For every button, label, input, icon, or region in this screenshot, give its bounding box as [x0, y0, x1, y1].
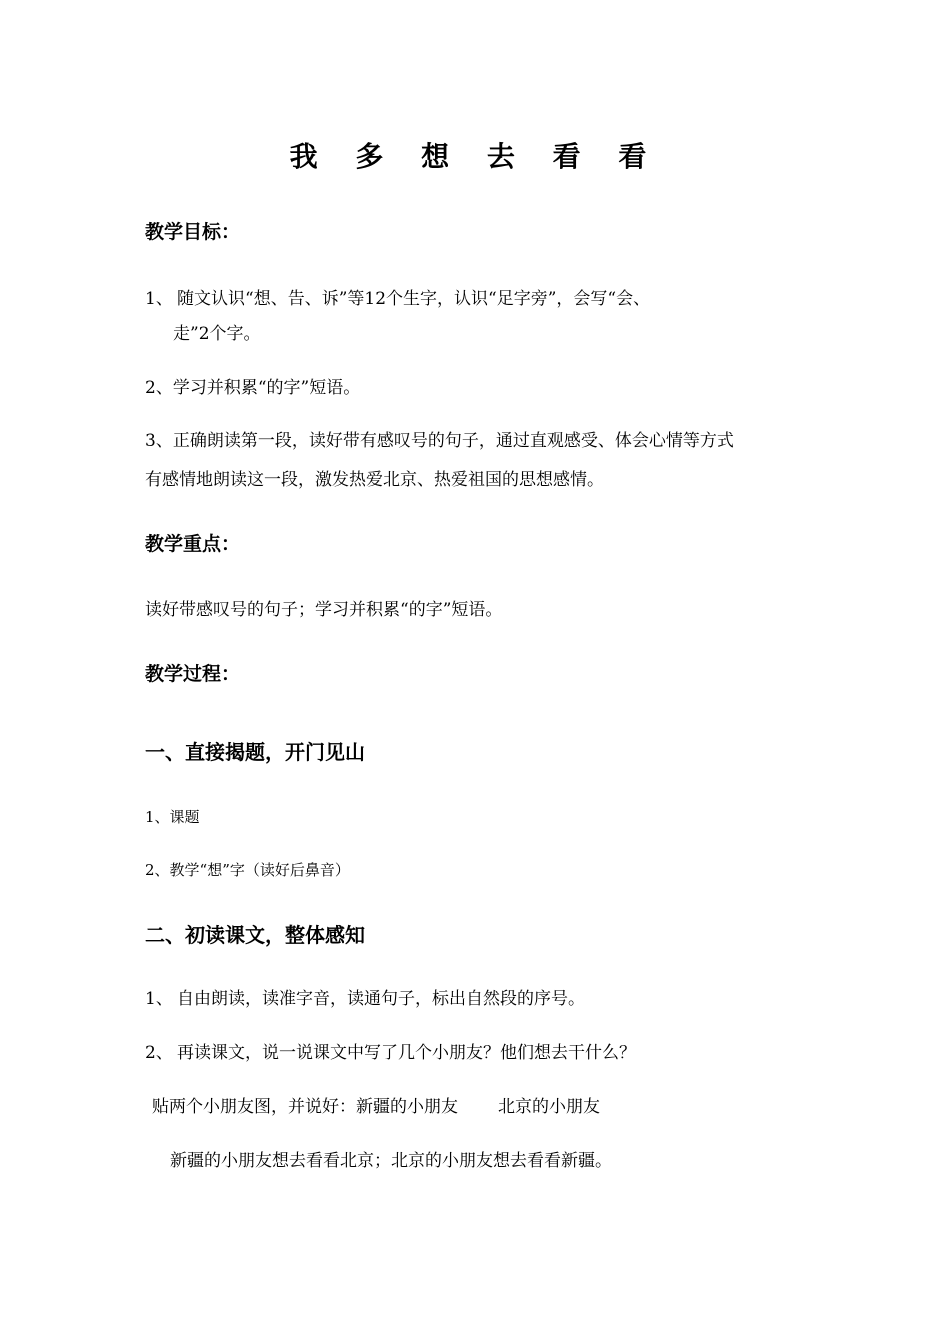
document-title: 我 多 想 去 看 看 [289, 140, 661, 173]
goal-item-2: 2、学习并积累“的字”短语。 [145, 378, 361, 398]
section2-summary: 新疆的小朋友想去看看北京；北京的小朋友想去看看新疆。 [170, 1151, 612, 1171]
process-heading: 教学过程： [145, 663, 241, 685]
section2-note [152, 1096, 600, 1118]
section1-item-1: 1、课题 [145, 808, 200, 826]
goal-item-3-line1: 3、正确朗读第一段，读好带有感叹号的句子，通过直观感受、体会心情等方式 [145, 431, 734, 451]
section2-item-2-text: 再读课文，说一说课文中写了几个小朋友？他们想去干什么？ [177, 1043, 636, 1063]
section2-item-1 [145, 988, 585, 1010]
goal-item-3-line2: 有感情地朗读这一段，激发热爱北京、热爱祖国的思想感情。 [145, 470, 604, 490]
goal-item-1-line1 [145, 288, 650, 310]
section2-item-1-number: 1、 [145, 989, 173, 1009]
section2-note-prefix: 贴两个小朋友图，并说好：新疆的小朋友 [152, 1097, 458, 1117]
section1-heading: 一、直接揭题，开门见山 [145, 740, 365, 764]
goal-item-1-text: 随文认识“想、告、诉”等12个生字，认识“足字旁”，会写“会、 [177, 289, 651, 309]
goal-item-1-line2: 走”2个字。 [173, 324, 261, 344]
section2-item-2-number: 2、 [145, 1043, 173, 1063]
section2-item-1-text: 自由朗读，读准字音，读通句子，标出自然段的序号。 [177, 989, 585, 1009]
key-points-text: 读好带感叹号的句子；学习并积累“的字”短语。 [145, 600, 503, 620]
section1-item-2: 2、教学“想”字（读好后鼻音） [145, 861, 350, 879]
section2-item-2 [145, 1042, 636, 1064]
section2-note-suffix: 北京的小朋友 [498, 1097, 600, 1117]
goals-heading: 教学目标： [145, 221, 241, 243]
goal-item-1-number: 1、 [145, 289, 173, 309]
key-points-heading: 教学重点： [145, 533, 241, 555]
section2-heading: 二、初读课文，整体感知 [145, 923, 365, 947]
